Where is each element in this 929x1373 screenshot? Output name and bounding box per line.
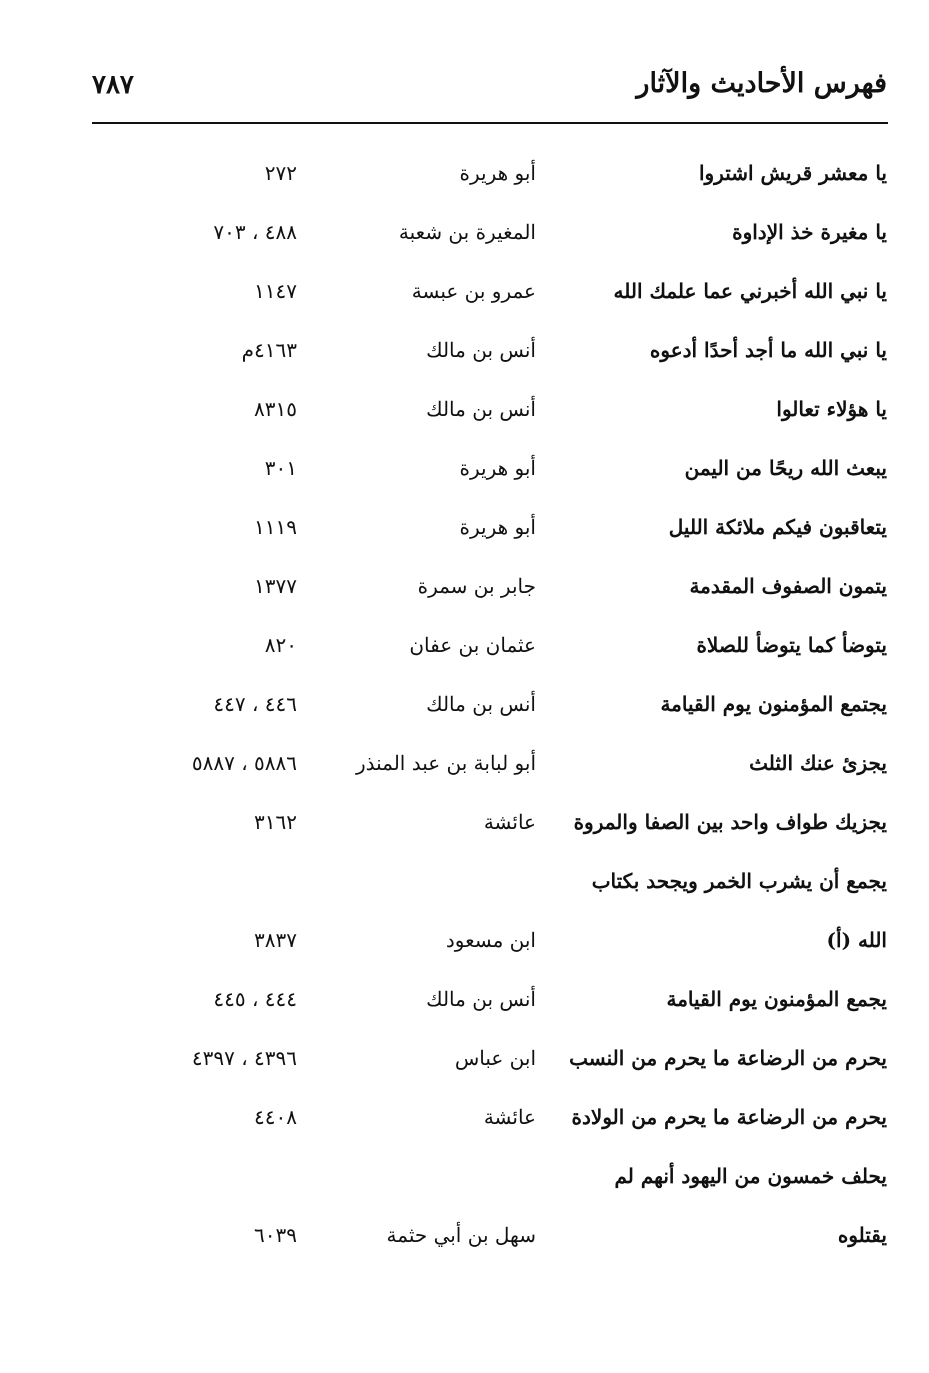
narrator-name: أبو هريرة bbox=[459, 161, 536, 185]
hadith-reference-numbers: ١١٤٧ bbox=[254, 279, 297, 303]
index-entry-row bbox=[0, 500, 929, 559]
index-entry-row bbox=[0, 146, 929, 205]
index-entry-row bbox=[0, 913, 929, 972]
hadith-text: يتمون الصفوف المقدمة bbox=[689, 574, 887, 598]
hadith-text: يجزئ عنك الثلث bbox=[749, 751, 887, 775]
hadith-reference-numbers: ٣٠١ bbox=[264, 456, 297, 480]
narrator-name: أنس بن مالك bbox=[426, 338, 536, 362]
hadith-text: يحرم من الرضاعة ما يحرم من الولادة bbox=[571, 1105, 887, 1129]
hadith-reference-numbers: ٦٠٣٩ bbox=[254, 1223, 297, 1247]
hadith-reference-numbers: ٨٣١٥ bbox=[254, 397, 297, 421]
narrator-name: أنس بن مالك bbox=[426, 692, 536, 716]
index-entry-row bbox=[0, 795, 929, 854]
hadith-text: يا نبي الله أخبرني عما علمك الله bbox=[613, 279, 887, 303]
index-entry-row bbox=[0, 382, 929, 441]
index-entry-row bbox=[0, 264, 929, 323]
narrator-name: ابن مسعود bbox=[445, 928, 536, 952]
narrator-name: ابن عباس bbox=[454, 1046, 536, 1070]
narrator-name: أبو هريرة bbox=[459, 456, 536, 480]
narrator-name: أنس بن مالك bbox=[426, 987, 536, 1011]
hadith-reference-numbers: ٤٣٩٦ ، ٤٣٩٧ bbox=[191, 1046, 297, 1070]
hadith-text: الله (أ) bbox=[826, 928, 887, 952]
hadith-index-list bbox=[0, 146, 929, 1267]
hadith-text: يا نبي الله ما أجد أحدًا أدعوه bbox=[649, 338, 887, 362]
narrator-name: عثمان بن عفان bbox=[409, 633, 536, 657]
narrator-name: عائشة bbox=[483, 1105, 536, 1129]
hadith-text: يا هؤلاء تعالوا bbox=[776, 397, 887, 421]
hadith-text: يا معشر قريش اشتروا bbox=[698, 161, 887, 185]
hadith-text: يتعاقبون فيكم ملائكة الليل bbox=[668, 515, 887, 539]
hadith-reference-numbers: ٨٢٠ bbox=[264, 633, 297, 657]
index-entry-row bbox=[0, 972, 929, 1031]
narrator-name: أبو هريرة bbox=[459, 515, 536, 539]
hadith-reference-numbers: ٤١٦٣م bbox=[241, 338, 297, 362]
narrator-name: سهل بن أبي حثمة bbox=[386, 1223, 536, 1247]
page-number: ٧٨٧ bbox=[92, 70, 134, 100]
hadith-text: يجتمع المؤمنون يوم القيامة bbox=[660, 692, 887, 716]
index-entry-row bbox=[0, 618, 929, 677]
narrator-name: أنس بن مالك bbox=[426, 397, 536, 421]
hadith-reference-numbers: ١١١٩ bbox=[254, 515, 297, 539]
hadith-reference-numbers: ٥٨٨٦ ، ٥٨٨٧ bbox=[191, 751, 297, 775]
index-entry-row bbox=[0, 323, 929, 382]
hadith-reference-numbers: ٣٨٣٧ bbox=[254, 928, 297, 952]
index-entry-row bbox=[0, 559, 929, 618]
hadith-text: يجزيك طواف واحد بين الصفا والمروة bbox=[573, 810, 887, 834]
hadith-text: يقتلوه bbox=[837, 1223, 887, 1247]
index-entry-row bbox=[0, 1149, 929, 1208]
index-entry-row bbox=[0, 1208, 929, 1267]
hadith-reference-numbers: ٣١٦٢ bbox=[254, 810, 297, 834]
index-entry-row bbox=[0, 441, 929, 500]
page-title: فهرس الأحاديث والآثار bbox=[636, 68, 887, 99]
narrator-name: المغيرة بن شعبة bbox=[398, 220, 536, 244]
index-entry-row bbox=[0, 1031, 929, 1090]
hadith-reference-numbers: ٢٧٢ bbox=[264, 161, 297, 185]
index-entry-row bbox=[0, 736, 929, 795]
hadith-reference-numbers: ٤٤٦ ، ٤٤٧ bbox=[213, 692, 297, 716]
hadith-reference-numbers: ٤٨٨ ، ٧٠٣ bbox=[213, 220, 297, 244]
hadith-text: يبعث الله ريحًا من اليمن bbox=[684, 456, 887, 480]
hadith-reference-numbers: ١٣٧٧ bbox=[254, 574, 297, 598]
index-entry-row bbox=[0, 1090, 929, 1149]
narrator-name: عائشة bbox=[483, 810, 536, 834]
hadith-text: يجمع أن يشرب الخمر ويجحد بكتاب bbox=[591, 869, 887, 893]
index-entry-row bbox=[0, 205, 929, 264]
hadith-text: يجمع المؤمنون يوم القيامة bbox=[666, 987, 887, 1011]
hadith-text: يحلف خمسون من اليهود أنهم لم bbox=[614, 1164, 887, 1188]
hadith-reference-numbers: ٤٤٠٨ bbox=[254, 1105, 297, 1129]
hadith-reference-numbers: ٤٤٤ ، ٤٤٥ bbox=[213, 987, 297, 1011]
index-entry-row bbox=[0, 677, 929, 736]
page-header bbox=[92, 68, 887, 112]
narrator-name: جابر بن سمرة bbox=[417, 574, 536, 598]
hadith-text: يتوضأ كما يتوضأ للصلاة bbox=[696, 633, 887, 657]
index-entry-row bbox=[0, 854, 929, 913]
header-divider bbox=[92, 122, 888, 124]
narrator-name: عمرو بن عبسة bbox=[411, 279, 536, 303]
narrator-name: أبو لبابة بن عبد المنذر bbox=[355, 751, 536, 775]
hadith-text: يحرم من الرضاعة ما يحرم من النسب bbox=[569, 1046, 887, 1070]
hadith-text: يا مغيرة خذ الإداوة bbox=[732, 220, 887, 244]
